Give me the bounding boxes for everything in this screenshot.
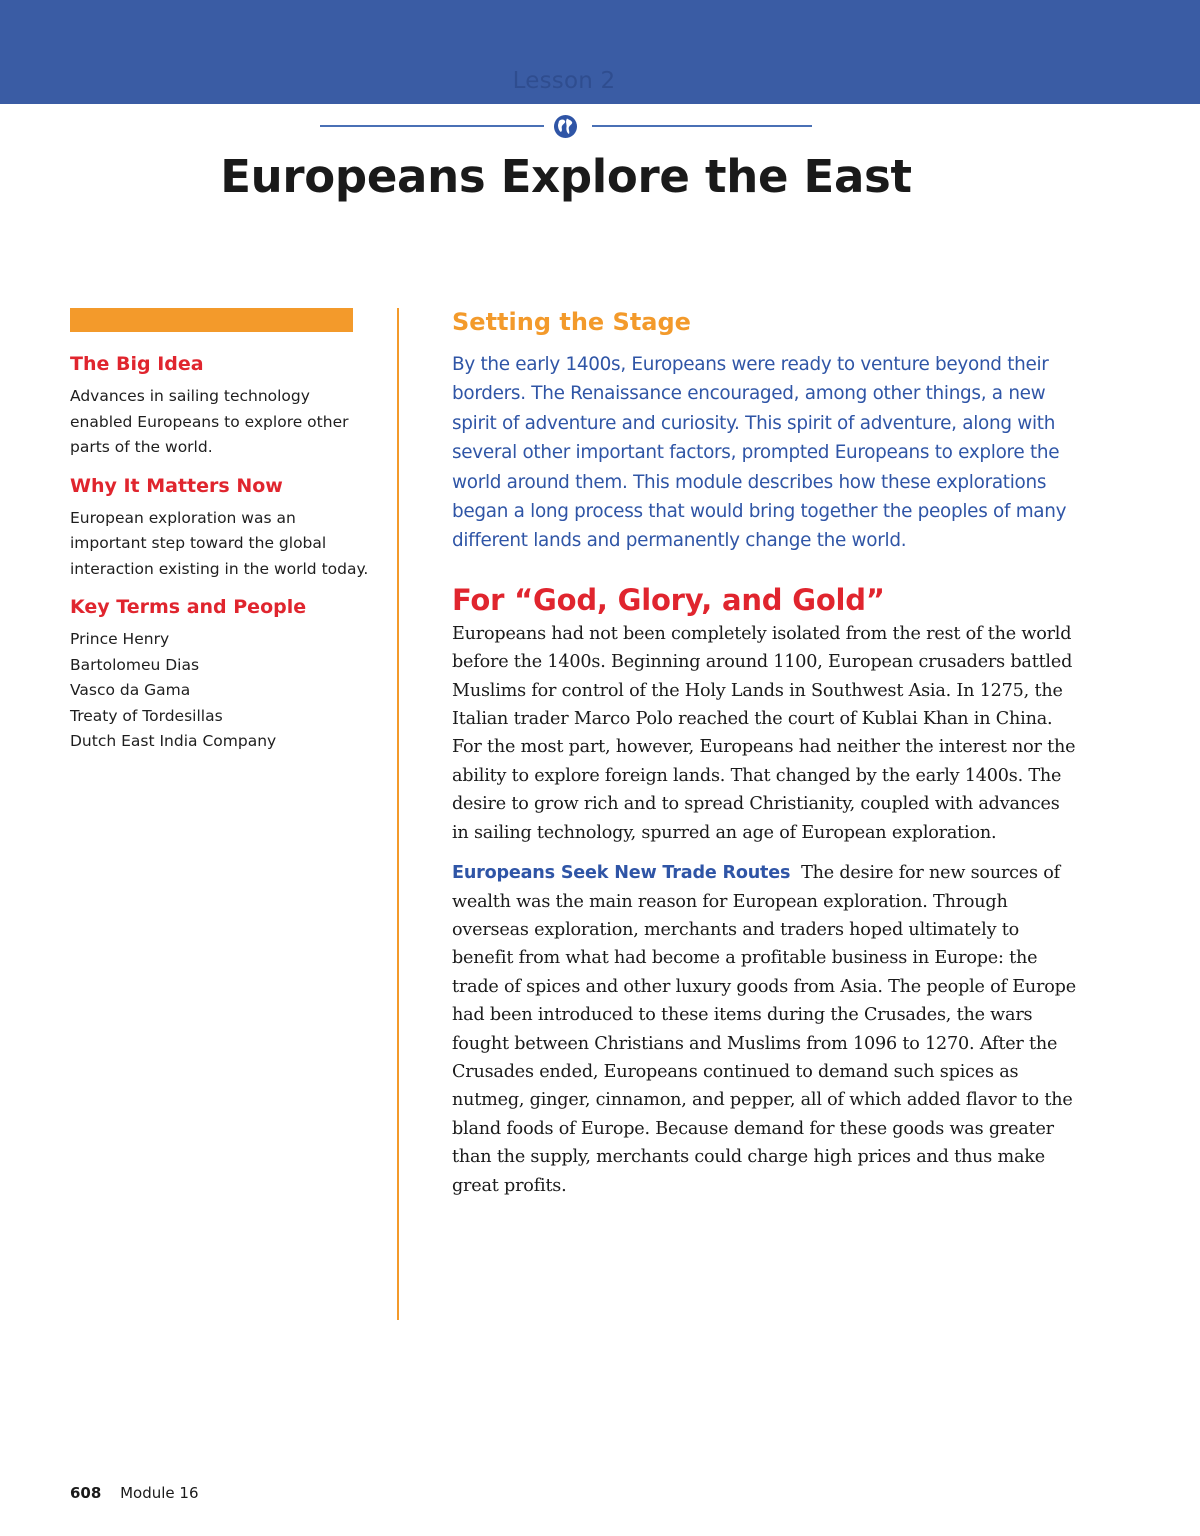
why-it-matters-heading: Why It Matters Now [70, 474, 283, 497]
title-rule-right [592, 125, 812, 127]
key-term: Treaty of Tordesillas [70, 706, 223, 725]
lesson-label: Lesson 2 [512, 68, 616, 94]
globe-icon [553, 114, 578, 139]
key-term: Dutch East India Company [70, 732, 277, 750]
body-paragraph-2-text: The desire for new sources of wealth was the main reason for European exploration. Through overseas exploration, merchants and traders hoped ultimately to benefit from what had become a profitable business in Europe: the trade of spices and other luxury goods from Asia. The people of Europe had been introduced to these items during the Crusades, the wars fought between Christians and Muslims from 1096 to 1270. After the Crusades ended, Europeans continued to demand such spices as nutmeg, ginger, cinnamon, and pepper, all of which added flavor to the bland foods of Europe. Because demand for these goods was greater than the supply, merchants could charge high prices and thus make great profits. [452, 863, 1076, 1196]
sidebar [70, 350, 370, 755]
setting-the-stage-heading: Setting the Stage [452, 308, 691, 336]
page-footer [70, 1484, 199, 1502]
key-term: Vasco da Gama [70, 681, 191, 699]
key-terms-heading: Key Terms and People [70, 596, 307, 618]
body-paragraph-1: Europeans had not been completely isolated from the rest of the world before the 1400s. Beginning around 1100, European crusaders battled Muslims for control of the Holy Lands in Southwest Asia. In 1275, the Italian trader Marco Polo reached the court of Kublai Khan in China. For the most part, however, Europeans had neither the interest nor the ability to explore foreign lands. That changed by the early 1400s. The desire to grow rich and to spread Christianity, coupled with advances in sailing technology, spurred an age of European exploration. [452, 623, 1076, 843]
big-idea-heading: The Big Idea [70, 353, 204, 375]
sidebar-accent-bar [70, 308, 353, 332]
why-it-matters-text: European exploration was an important step toward the global interaction existing in the world today. [70, 508, 369, 578]
title-rule-left [320, 125, 544, 127]
big-idea-text: Advances in sailing technology enabled Europeans to explore other parts of the world. [70, 387, 349, 456]
section-heading: For “God, Glory, and Gold” [452, 582, 885, 617]
key-term: Prince Henry [70, 630, 170, 648]
key-term: Bartolomeu Dias [70, 655, 200, 674]
main-column [452, 302, 1077, 1200]
module-label: Module 16 [120, 1484, 199, 1502]
page-title: Europeans Explore the East [220, 150, 912, 203]
column-divider [397, 308, 399, 1320]
setting-the-stage-text: By the early 1400s, Europeans were ready to venture beyond their borders. The Renaissance encouraged, among other things, a new spirit of adventure and curiosity. This spirit of adventure, along with several other important factors, prompted Europeans to explore the world around them. This module describes how these explorations began a long process that would bring together the peoples of many different lands and permanently change the world. [452, 354, 1067, 552]
key-terms-list [70, 627, 370, 755]
subheading-trade-routes: Europeans Seek New Trade Routes [452, 863, 791, 884]
body-paragraph-2 [452, 859, 1077, 1200]
page-number: 608 [70, 1484, 102, 1502]
